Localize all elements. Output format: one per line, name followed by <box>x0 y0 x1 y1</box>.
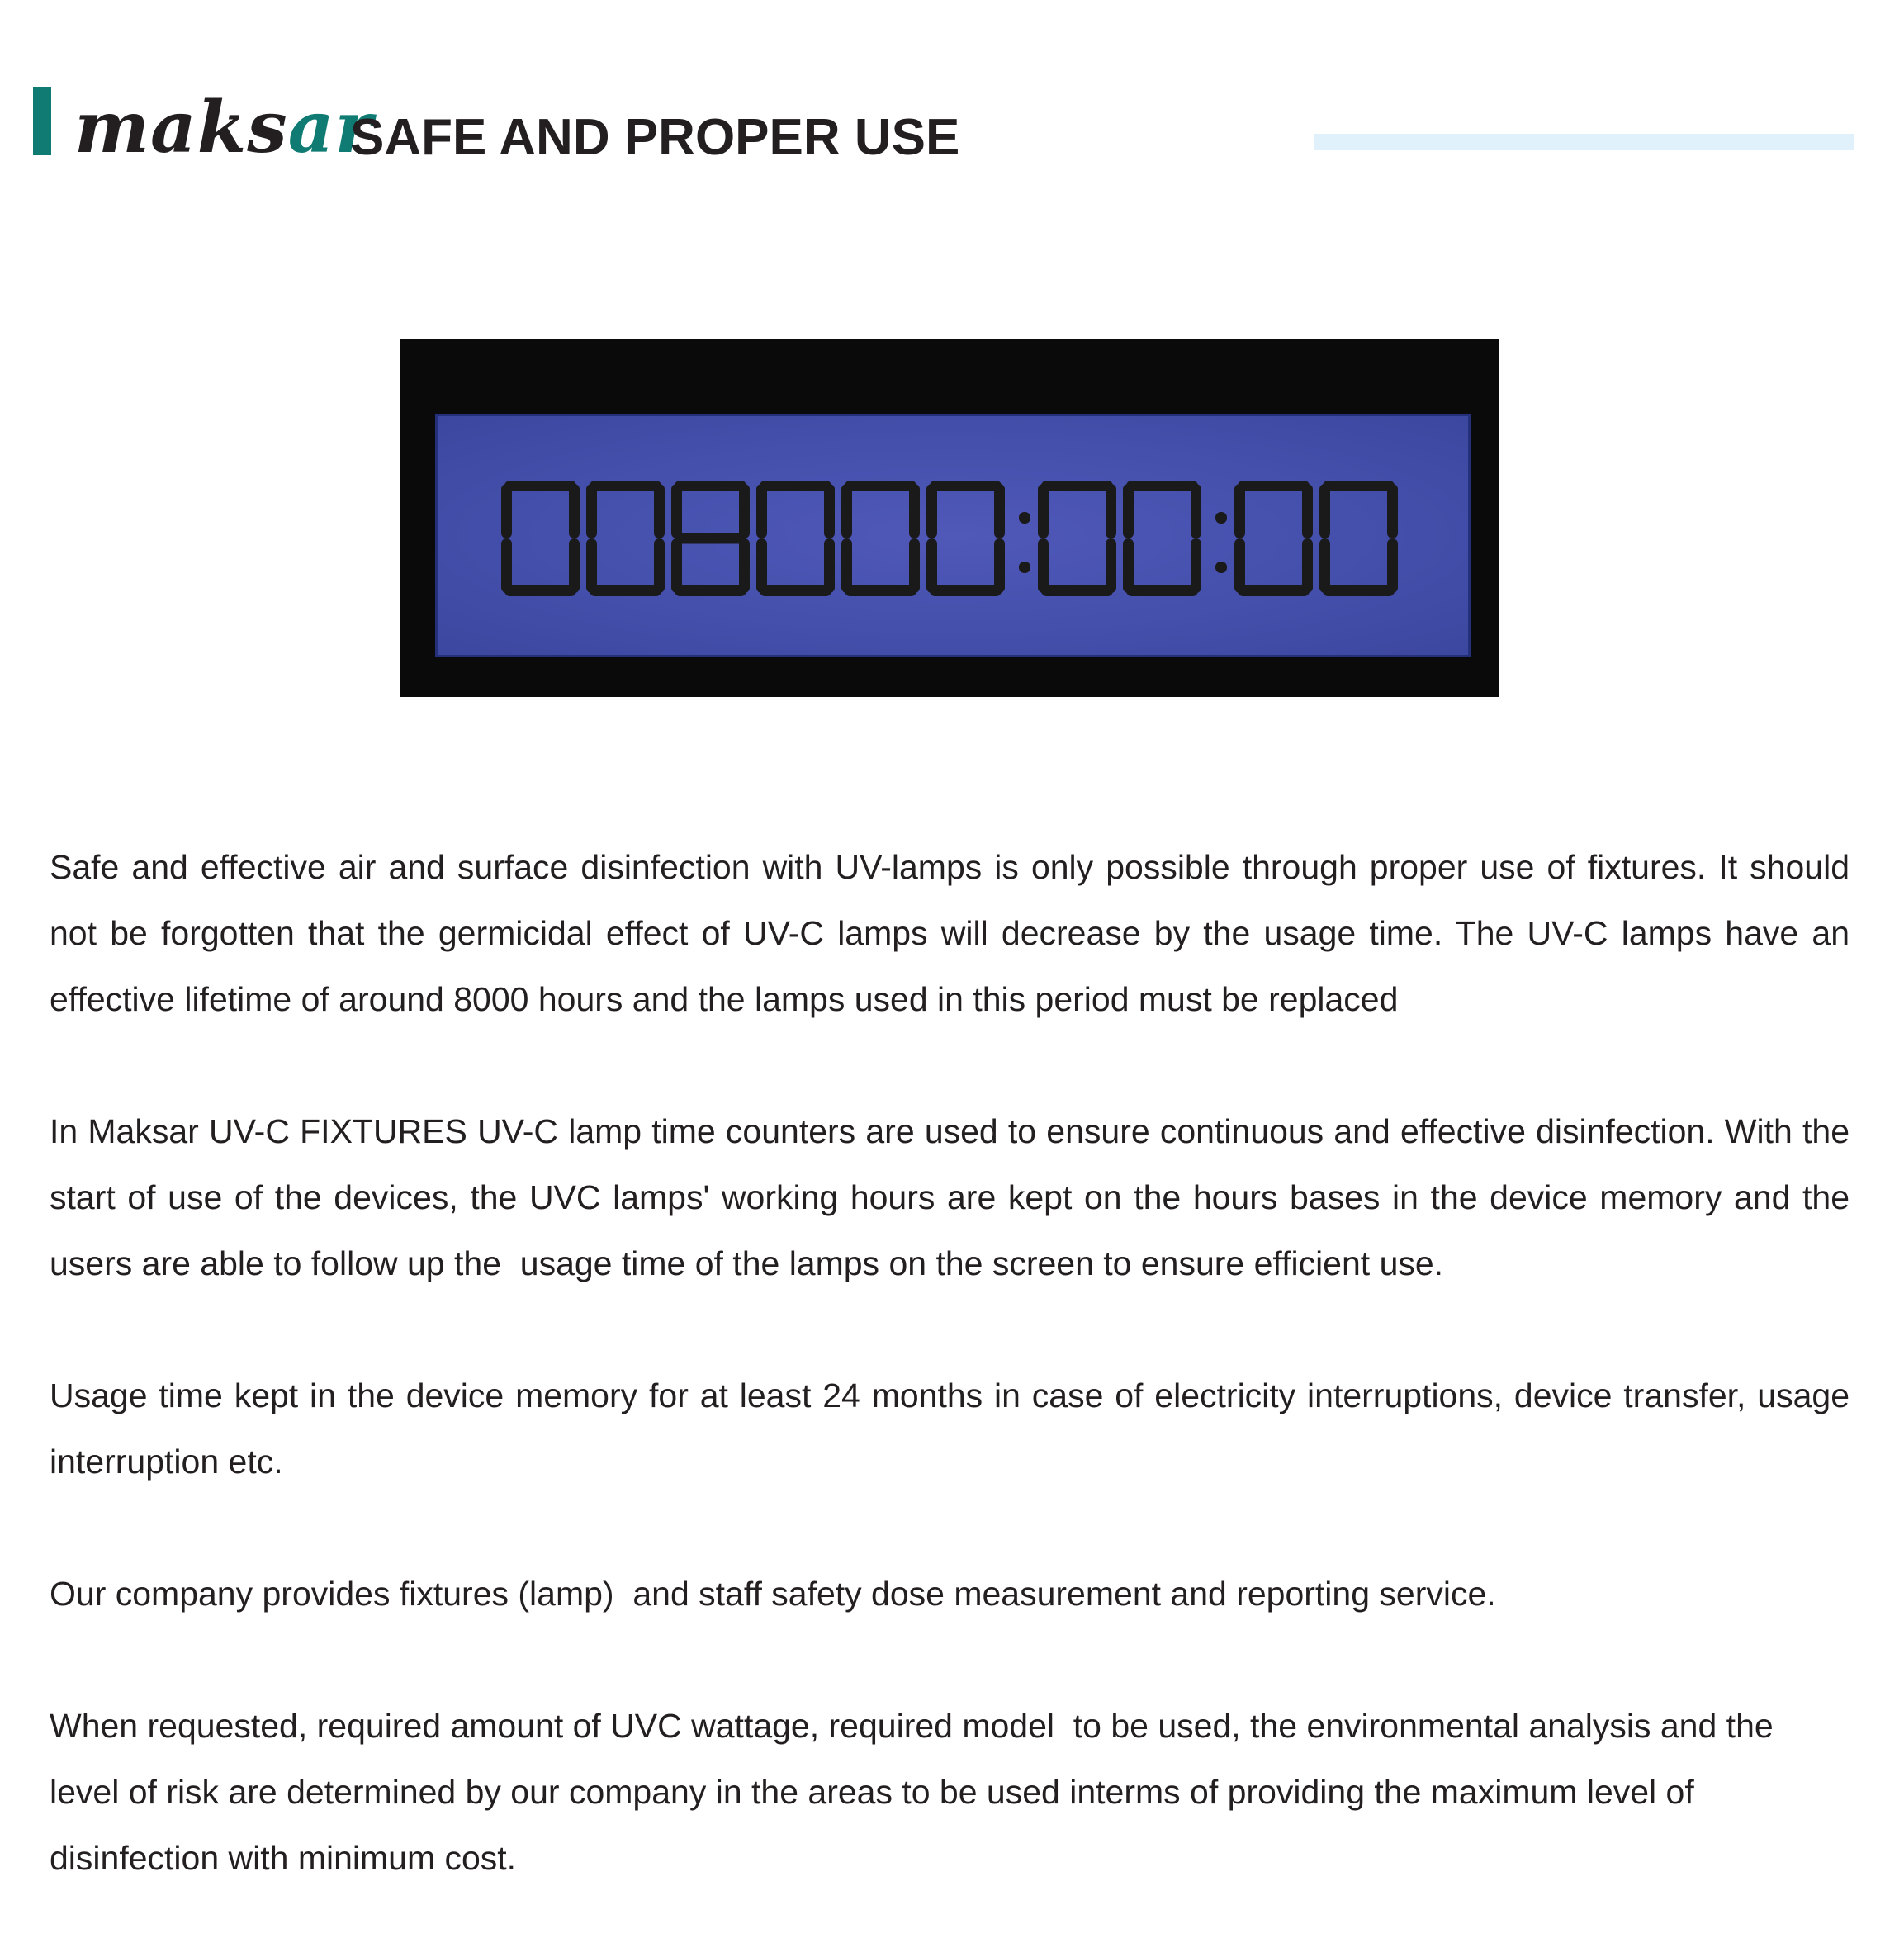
lcd-digit-2-segment-e <box>671 538 682 593</box>
lcd-digit-0-segment-b <box>569 484 580 538</box>
lcd-digit-4-segment-a <box>845 481 916 491</box>
lcd-digit-7-segment-d <box>1126 585 1198 596</box>
maksar-logo <box>74 83 373 173</box>
lcd-digit-1-segment-f <box>586 484 597 538</box>
lcd-digit-1-segment-c <box>654 538 665 593</box>
lcd-digit-9-segment-d <box>1323 585 1395 596</box>
body-text <box>50 834 1859 1957</box>
lcd-digit-3-segment-e <box>756 538 767 593</box>
paragraph-dose-measurement: Our company provides fixtures (lamp) and staff safety dose measurement and reporting service. <box>50 1575 1496 1613</box>
paragraph-risk-analysis: When requested, required amount of UVC wattage, required model to be used, the environmental analysis and the level of risk are determined by our company in the areas to be used interms of providing the maximum level of disinfection with minimum cost. <box>50 1707 1783 1877</box>
lcd-digit-4-segment-b <box>909 484 920 538</box>
lcd-digit-7-segment-c <box>1191 538 1201 593</box>
lcd-colon-dot <box>1019 512 1030 524</box>
lcd-digit-8-segment-b <box>1302 484 1313 538</box>
lcd-digit-1-segment-a <box>590 481 661 491</box>
lcd-digit-1-segment-b <box>654 484 665 538</box>
lcd-screen <box>435 414 1471 657</box>
lcd-digit-6-segment-c <box>1106 538 1116 593</box>
lcd-digit-3-segment-b <box>824 484 835 538</box>
lcd-digit-0-segment-e <box>501 538 512 593</box>
lcd-digit-8-segment-e <box>1234 538 1245 593</box>
lcd-digit-9-segment-f <box>1319 484 1330 538</box>
lcd-digit-9-segment-b <box>1387 484 1398 538</box>
lcd-digit-8-segment-d <box>1238 585 1310 596</box>
lcd-digit-2-segment-d <box>675 585 746 596</box>
lcd-digit-3-segment-d <box>760 585 831 596</box>
lcd-digit-5-segment-a <box>930 481 1002 491</box>
lcd-digit-6-segment-f <box>1038 484 1049 538</box>
lcd-digit-6-segment-e <box>1038 538 1049 593</box>
lcd-digit-2-segment-c <box>739 538 750 593</box>
lcd-digit-6-segment-a <box>1041 481 1113 491</box>
lcd-digits <box>438 416 1468 655</box>
lcd-digit-4-segment-c <box>909 538 920 593</box>
lcd-digit-4-segment-d <box>845 585 916 596</box>
paragraph-lamp-lifetime: Safe and effective air and surface disinfection with UV-lamps is only possible through proper use of fixtures. It should not be forgotten that the germicidal effect of UV-C lamps will decrease by the usage time. The UV-C lamps have an effective lifetime of around 8000 hours and the lamps used in this period must be replaced <box>50 848 1859 1018</box>
lcd-digit-0-segment-d <box>504 585 576 596</box>
lcd-digit-4-segment-f <box>841 484 852 538</box>
lcd-digit-8-segment-f <box>1234 484 1245 538</box>
lcd-digit-5-segment-b <box>994 484 1005 538</box>
lcd-digit-4-segment-e <box>841 538 852 593</box>
lcd-digit-1-segment-e <box>586 538 597 593</box>
lcd-digit-7-segment-b <box>1191 484 1201 538</box>
lcd-digit-2-segment-b <box>739 484 750 538</box>
lcd-digit-3-segment-a <box>760 481 831 491</box>
lcd-digit-0-segment-c <box>569 538 580 593</box>
lcd-digit-2-segment-a <box>675 481 746 491</box>
lcd-digit-7-segment-e <box>1123 538 1134 593</box>
lcd-digit-7-segment-f <box>1123 484 1134 538</box>
brand-accent-bar <box>33 87 51 155</box>
paragraph-time-counters: In Maksar UV-C FIXTURES UV-C lamp time counters are used to ensure continuous and effective disinfection. With the start of use of the devices, the UVC lamps' working hours are kept on the hours bases in the device memory and the users are able to follow up the usage time of the lamps on the screen to ensure efficient use. <box>50 1112 1859 1282</box>
lcd-colon-dot <box>1215 562 1227 573</box>
lcd-colon-dot <box>1215 512 1227 524</box>
lcd-digit-3-segment-c <box>824 538 835 593</box>
lcd-digit-9-segment-e <box>1319 538 1330 593</box>
lcd-digit-9-segment-a <box>1323 481 1395 491</box>
header-divider <box>1314 134 1854 150</box>
lcd-colon-dot <box>1019 562 1030 573</box>
lcd-digit-5-segment-f <box>926 484 937 538</box>
lcd-digit-6-segment-b <box>1106 484 1116 538</box>
lcd-digit-5-segment-d <box>930 585 1002 596</box>
lcd-digit-5-segment-c <box>994 538 1005 593</box>
page-title: SAFE AND PROPER USE <box>350 109 960 166</box>
lcd-digit-8-segment-a <box>1238 481 1310 491</box>
logo-text-maks: maks <box>74 86 288 169</box>
lcd-digit-0-segment-a <box>504 481 576 491</box>
lcd-digit-1-segment-d <box>590 585 661 596</box>
lcd-digit-5-segment-e <box>926 538 937 593</box>
lcd-digit-7-segment-a <box>1126 481 1198 491</box>
lcd-digit-0-segment-f <box>501 484 512 538</box>
lcd-digit-8-segment-c <box>1302 538 1313 593</box>
lcd-digit-6-segment-d <box>1041 585 1113 596</box>
lcd-digit-9-segment-c <box>1387 538 1398 593</box>
lamp-time-counter-display <box>400 339 1499 697</box>
logo-text-ar: ar <box>287 86 373 169</box>
lcd-digit-2-segment-g <box>675 533 746 544</box>
lcd-digit-3-segment-f <box>756 484 767 538</box>
paragraph-memory-retention: Usage time kept in the device memory for at least 24 months in case of electricity interruptions, device transfer, usage interruption etc. <box>50 1377 1859 1481</box>
lcd-digit-2-segment-f <box>671 484 682 538</box>
